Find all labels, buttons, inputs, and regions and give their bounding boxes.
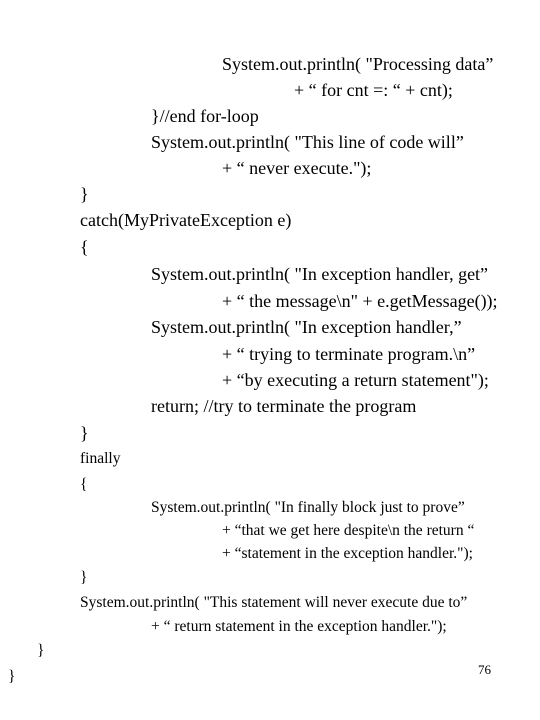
code-line: + “ trying to terminate program.\n” (222, 344, 476, 364)
code-line: { (80, 476, 88, 493)
page-number: 76 (478, 662, 491, 677)
code-line: } (80, 569, 88, 586)
code-line: return; //try to terminate the program (151, 396, 417, 416)
code-line: + “by executing a return statement"); (222, 370, 489, 390)
code-line: System.out.println( "In exception handler,” (151, 317, 462, 337)
code-line: } (37, 642, 45, 659)
code-line: System.out.println( "This statement will never execute due to” (80, 594, 468, 611)
code-line: + “statement in the exception handler."); (222, 545, 473, 562)
code-line: finally (80, 450, 121, 467)
code-line: } (80, 184, 89, 204)
code-line: { (80, 237, 89, 257)
code-line: System.out.println( "This line of code will” (151, 132, 464, 152)
code-line: + “ return statement in the exception handler."); (151, 618, 447, 635)
code-line: System.out.println( "In finally block just to prove” (151, 499, 465, 516)
code-line: + “ for cnt =: “ + cnt); (294, 80, 453, 100)
code-line: + “ never execute."); (222, 158, 372, 178)
code-line: + “that we get here despite\n the return “ (222, 522, 475, 539)
code-line: System.out.println( "In exception handler, get” (151, 264, 489, 284)
code-line: } (80, 423, 89, 443)
code-line: + “ the message\n" + e.getMessage()); (222, 291, 498, 311)
code-line: System.out.println( "Processing data” (222, 54, 494, 74)
code-line: catch(MyPrivateException e) (80, 210, 292, 230)
code-line: }//end for-loop (151, 106, 259, 126)
code-line: } (8, 668, 16, 685)
